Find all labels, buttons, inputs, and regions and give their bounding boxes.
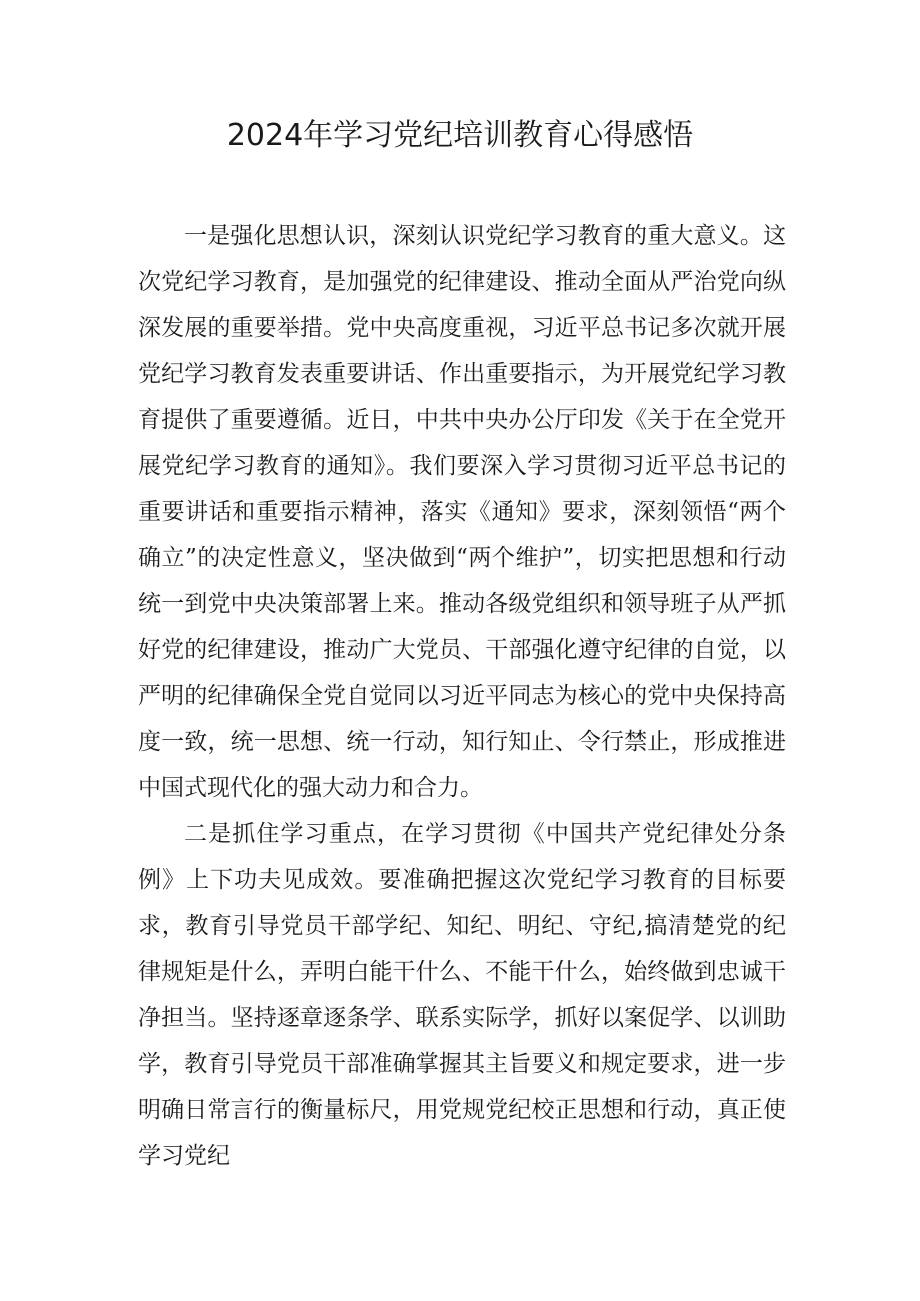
- paragraph: 二是抓住学习重点，在学习贯彻《中国共产党纪律处分条例》上下功夫见成效。要准确把握这次党纪学习教育的目标要求，教育引导党员干部学纪、知纪、明纪、守纪,搞清楚党的纪律规矩是什么，弄明白能干什么、不能干什么，始终做到忠诚干净担当。坚持逐章逐条学、联系实际学，抓好以案促学、以训助学，教育引导党员干部准确掌握其主旨要义和规定要求，进一步明确日常言行的衡量标尺，用党规党纪校正思想和行动，真正使学习党纪: [138, 821, 786, 1169]
- document-body: [138, 213, 786, 1179]
- paragraph: 一是强化思想认识，深刻认识党纪学习教育的重大意义。这次党纪学习教育，是加强党的纪律建设、推动全面从严治党向纵深发展的重要举措。党中央高度重视，习近平总书记多次就开展党纪学习教育发表重要讲话、作出重要指示，为开展党纪学习教育提供了重要遵循。近日，中共中央办公厅印发《关于在全党开展党纪学习教育的通知》。我们要深入学习贯彻习近平总书记的重要讲话和重要指示精神，落实《通知》要求，深刻领悟“两个确立”的决定性意义，坚决做到“两个维护”，切实把思想和行动统一到党中央决策部署上来。推动各级党组织和领导班子从严抓好党的纪律建设，推动广大党员、干部强化遵守纪律的自觉，以严明的纪律确保全党自觉同以习近平同志为核心的党中央保持高度一致，统一思想、统一行动，知行知止、令行禁止，形成推进中国式现代化的强大动力和合力。: [138, 223, 786, 801]
- document-title: 2024年学习党纪培训教育心得感悟: [226, 118, 694, 153]
